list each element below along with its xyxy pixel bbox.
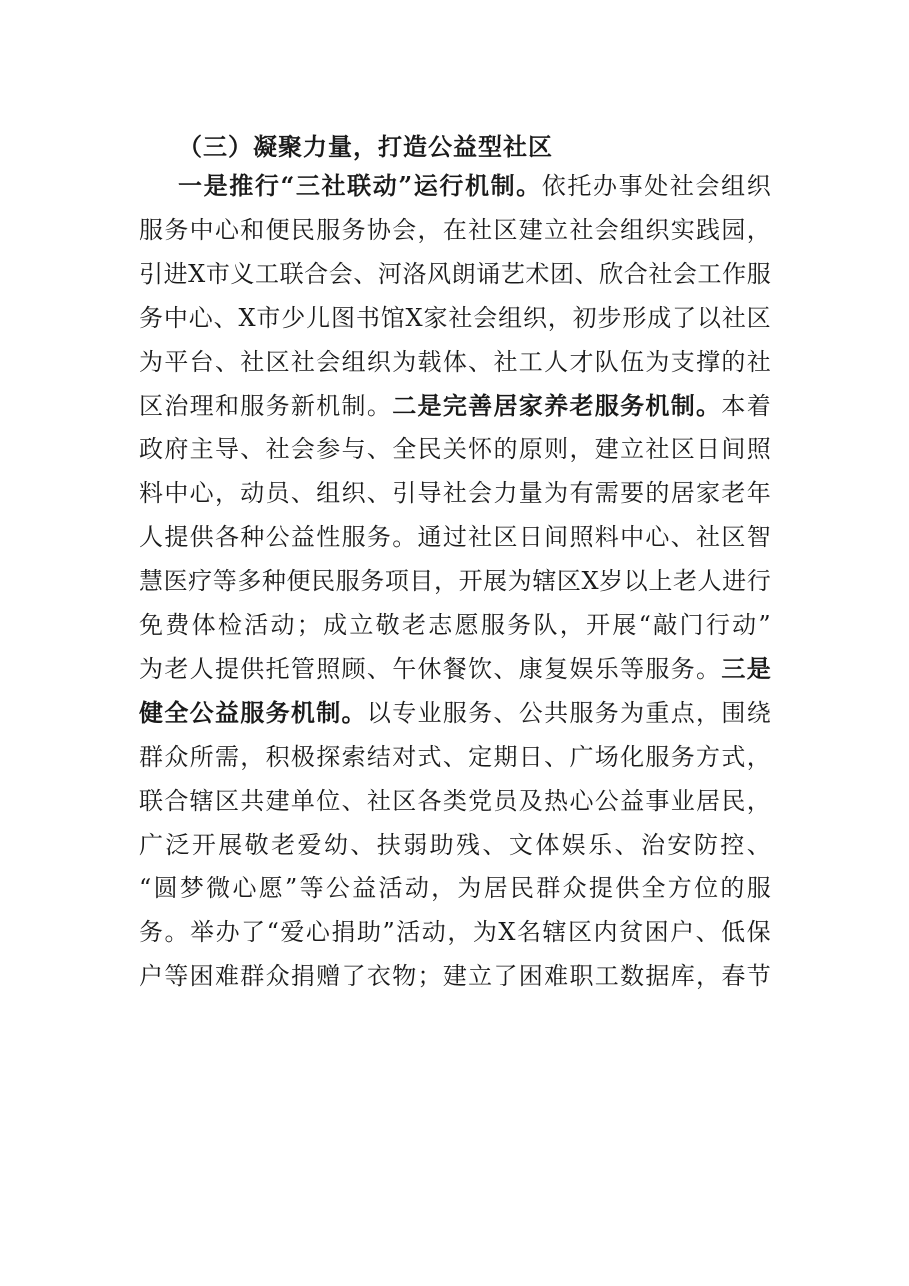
text-run: 政府主导、社会参与、全民关怀的原则，建立社区日间照	[139, 435, 771, 464]
text-run: 服务中心和便民服务协会，在社区建立社会组织实践园，	[139, 215, 771, 244]
paragraph-line	[139, 432, 771, 466]
paragraph-line	[139, 740, 771, 774]
paragraph-line	[139, 696, 771, 730]
text-run: 慧医疗等多种便民服务项目，开展为辖区X岁以上老人进行	[139, 567, 771, 596]
paragraph-line	[139, 345, 771, 379]
paragraph-line	[139, 915, 771, 949]
paragraph-line	[139, 871, 771, 905]
paragraph-line	[139, 476, 771, 510]
text-run: 广泛开展敬老爱幼、扶弱助残、文体娱乐、治安防控、	[139, 830, 771, 859]
text-run: 为老人提供托管照顾、午休餐饮、康复娱乐等服务。	[139, 654, 722, 683]
paragraph-line	[139, 520, 771, 554]
paragraph-line	[139, 784, 771, 818]
paragraph-line	[139, 652, 771, 686]
paragraph-line	[178, 169, 771, 203]
paragraph-line	[139, 301, 771, 335]
text-run: 区治理和服务新机制。	[139, 391, 393, 420]
text-run: 引进X市义工联合会、河洛风朗诵艺术团、欣合社会工作服	[139, 259, 771, 288]
text-run: 户等困难群众捐赠了衣物；建立了困难职工数据库，春节	[139, 962, 771, 991]
text-run: 依托办事处社会组织	[541, 172, 771, 200]
bold-phrase: 三是	[721, 653, 771, 683]
text-run: 务。举办了“爱心捐助”活动，为X名辖区内贫困户、低保	[139, 918, 771, 947]
text-run: 本着	[721, 391, 771, 420]
section-heading: （三）凝聚力量，打造公益型社区	[178, 132, 553, 161]
paragraph-line	[139, 213, 771, 247]
paragraph-line	[139, 959, 771, 993]
text-run: 为平台、社区社会组织为载体、社工人才队伍为支撑的社	[139, 347, 771, 376]
bold-phrase: 健全公益服务机制。	[139, 697, 367, 727]
text-run: “圆梦微心愿”等公益活动，为居民群众提供全方位的服	[139, 874, 771, 903]
paragraph-line	[139, 564, 771, 598]
text-run: 以专业服务、公共服务为重点，围绕	[366, 698, 771, 727]
paragraph-line	[139, 608, 771, 642]
paragraph-line	[139, 389, 771, 423]
text-run: 免费体检活动；成立敬老志愿服务队，开展“敲门行动”	[139, 611, 771, 639]
bold-phrase: 一是推行“三社联动”运行机制。	[178, 171, 542, 200]
text-run: 人提供各种公益性服务。通过社区日间照料中心、社区智	[139, 523, 771, 552]
text-run: 联合辖区共建单位、社区各类党员及热心公益事业居民，	[139, 786, 771, 815]
text-run: 群众所需，积极探索结对式、定期日、广场化服务方式，	[139, 742, 771, 771]
text-run: 务中心、X市少儿图书馆X家社会组织，初步形成了以社区	[139, 303, 771, 332]
paragraph-line	[139, 257, 771, 291]
bold-phrase: 二是完善居家养老服务机制。	[392, 390, 722, 420]
text-run: 料中心，动员、组织、引导社会力量为有需要的居家老年	[139, 479, 771, 508]
paragraph-line	[139, 828, 771, 862]
